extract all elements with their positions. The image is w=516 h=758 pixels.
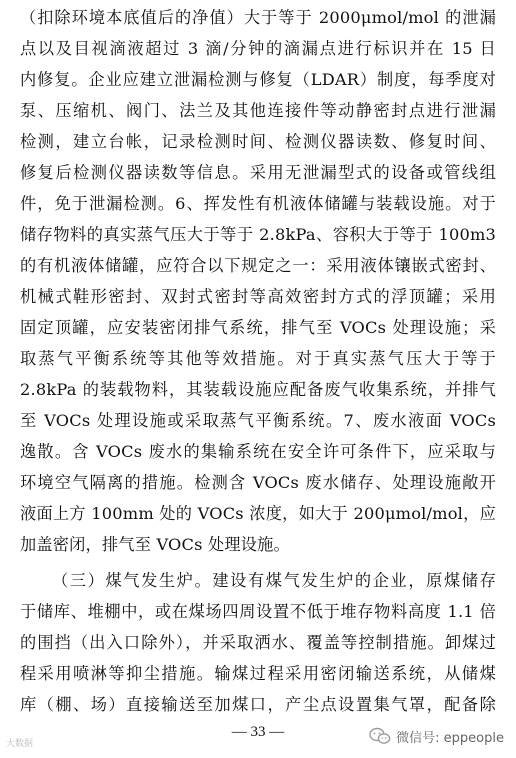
body-text-line: 点以及目视滴液超过 3 滴/分钟的滴漏点进行标识并在 15 日 <box>20 39 496 58</box>
body-text-line: 储存物料的真实蒸气压大于等于 2.8kPa、容积大于等于 100m3 <box>20 225 496 244</box>
body-text-line: 检测，建立台帐，记录检测时间、检测仪器读数、修复时间、 <box>20 132 496 151</box>
body-text-line: 环境空气隔离的措施。检测含 VOCs 废水储存、处理设施敞开 <box>20 473 496 492</box>
body-text-line: 库（棚、场）直接输送至加煤口，产尘点设置集气罩，配备除 <box>20 695 496 714</box>
wechat-icon <box>369 727 391 745</box>
page-number: — 33 — <box>231 724 285 740</box>
body-text-line: 2.8kPa 的装载物料，其装载设施应配备废气收集系统，并排气 <box>20 380 496 399</box>
body-text-line: 程采用喷淋等抑尘措施。输煤过程采用密闭输送系统，从储煤 <box>20 664 496 683</box>
wechat-id-text: 微信号: eppeople <box>396 730 504 746</box>
body-text-line: 至 VOCs 处理设施或采取蒸气平衡系统。7、废水液面 VOCs <box>20 411 496 430</box>
body-text-line: 于储库、堆棚中，或在煤场四周设置不低于堆存物料高度 1.1 倍 <box>20 602 496 621</box>
section-heading-line: （三）煤气发生炉。建设有煤气发生炉的企业，原煤储存 <box>52 571 496 590</box>
body-text-line: 的围挡（出入口除外），并采取洒水、覆盖等控制措施。卸煤过 <box>20 633 496 652</box>
body-text-line: 取蒸气平衡系统等其他等效措施。对于真实蒸气压大于等于 <box>20 349 496 368</box>
wechat-watermark <box>369 725 504 747</box>
body-text-line: 固定顶罐，应安装密闭排气系统，排气至 VOCs 处理设施；采 <box>20 318 496 337</box>
body-text-line: 液面上方 100mm 处的 VOCs 浓度，如大于 200μmol/mol，应 <box>20 504 496 523</box>
body-text-line: 内修复。企业应建立泄漏检测与修复（LDAR）制度，每季度对 <box>20 70 496 89</box>
body-text-line: 修复后检测仪器读数等信息。采用无泄漏型式的设备或管线组 <box>20 163 496 182</box>
body-text-line: 加盖密闭，排气至 VOCs 处理设施。 <box>20 535 290 554</box>
watermark-left: 大数据 <box>6 739 34 749</box>
body-text-line: 泵、压缩机、阀门、法兰及其他连接件等动静密封点进行泄漏 <box>20 101 496 120</box>
body-text-line: 机械式鞋形密封、双封式密封等高效密封方式的浮顶罐；采用 <box>20 287 496 306</box>
body-text-line: （扣除环境本底值后的净值）大于等于 2000μmol/mol 的泄漏 <box>20 8 496 27</box>
body-text-line: 逸散。含 VOCs 废水的集输系统在安全许可条件下，应采取与 <box>20 442 496 461</box>
body-text-line: 件，免于泄漏检测。6、挥发性有机液体储罐与装载设施。对于 <box>20 194 496 213</box>
body-text-line: 的有机液体储罐，应符合以下规定之一：采用液体镶嵌式密封、 <box>20 256 496 275</box>
